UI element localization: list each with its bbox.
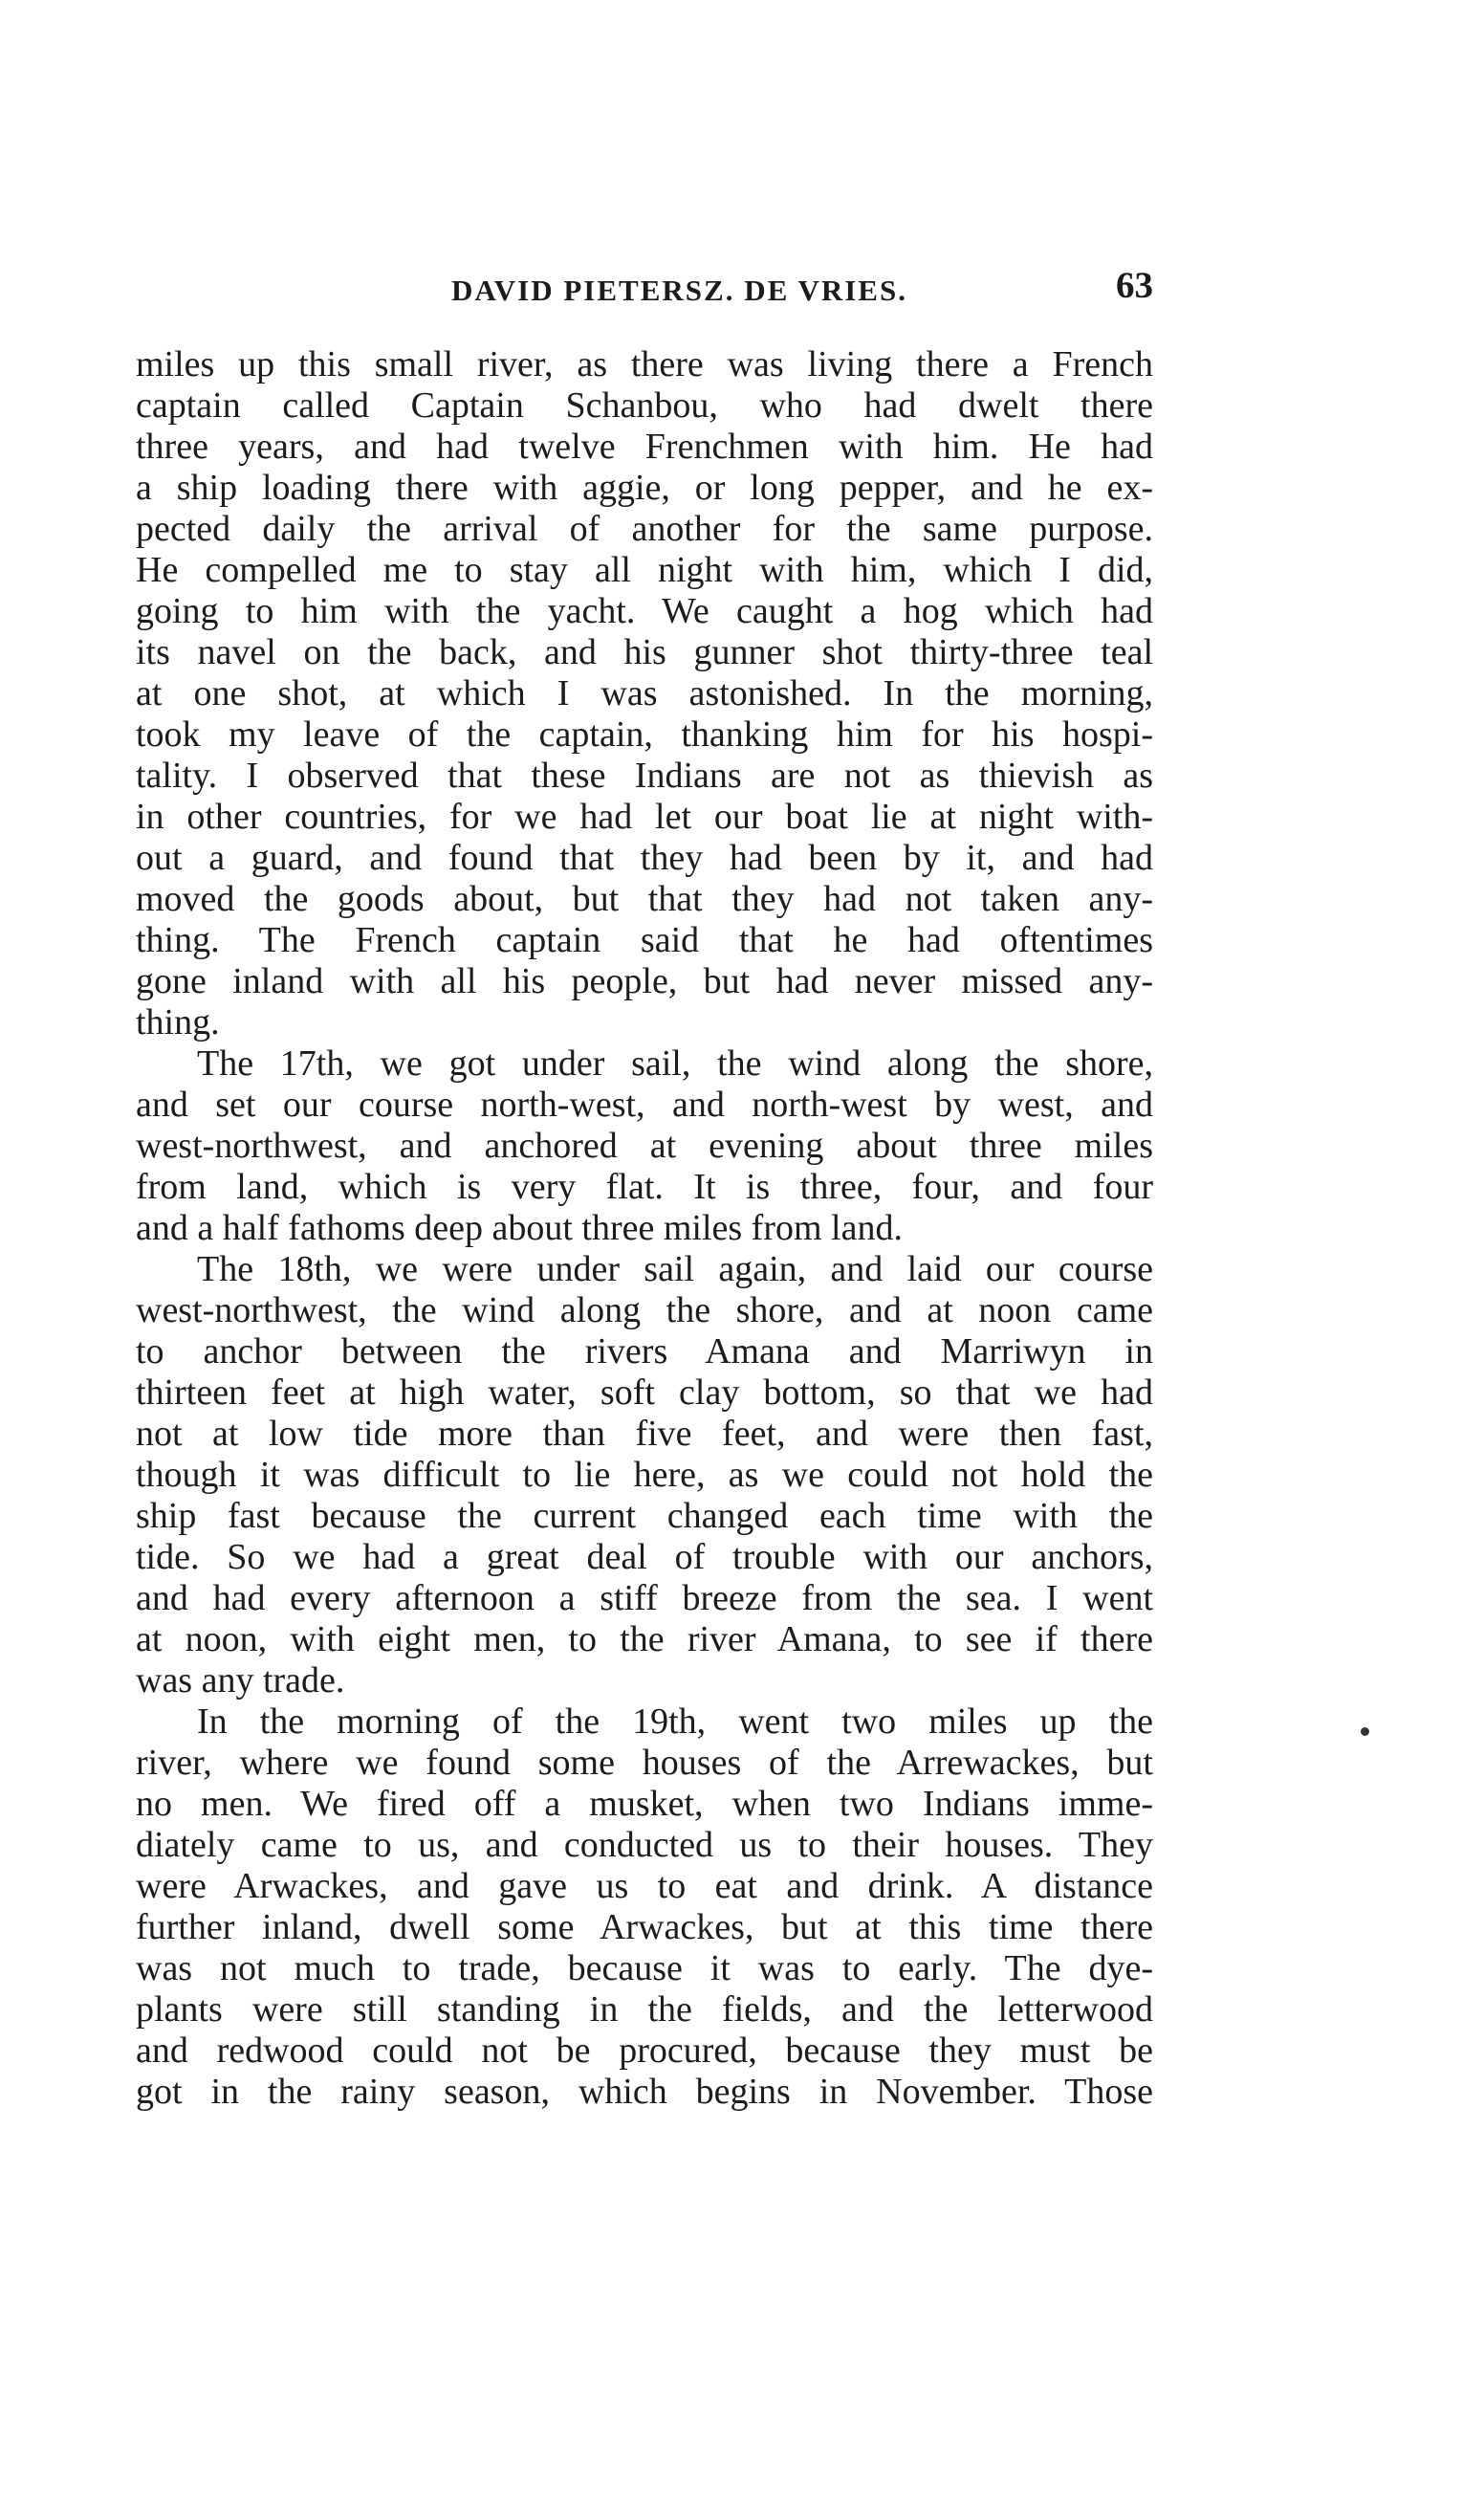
body-text xyxy=(136,344,1153,2113)
text-line: thing. xyxy=(136,1002,220,1042)
text-line: three years, and had twelve Frenchmen with him. He had xyxy=(136,427,1153,467)
text-line: west-northwest, and anchored at evening about three miles xyxy=(136,1126,1153,1166)
text-line: though it was difficult to lie here, as we could not hold the xyxy=(136,1455,1153,1495)
text-line: at noon, with eight men, to the river Amana, to see if there xyxy=(136,1619,1153,1659)
text-line: a ship loading there with aggie, or long pepper, and he ex- xyxy=(136,468,1153,508)
text-line: The 17th, we got under sail, the wind along the shore, xyxy=(197,1043,1153,1084)
text-line: thirteen feet at high water, soft clay bottom, so that we had xyxy=(136,1372,1153,1413)
ink-speck xyxy=(1361,1727,1369,1736)
text-line: in other countries, for we had let our boat lie at night with- xyxy=(136,797,1153,837)
text-line: out a guard, and found that they had been by it, and had xyxy=(136,838,1153,878)
text-line: In the morning of the 19th, went two miles up the xyxy=(197,1701,1153,1742)
text-line: tide. So we had a great deal of trouble with our anchors, xyxy=(136,1537,1153,1577)
running-head: DAVID PIETERSZ. DE VRIES. xyxy=(451,274,907,307)
text-line: He compelled me to stay all night with him, which I did, xyxy=(136,550,1153,590)
text-line: its navel on the back, and his gunner shot thirty-three teal xyxy=(136,632,1153,672)
text-line: no men. We fired off a musket, when two Indians imme- xyxy=(136,1784,1153,1824)
text-line: gone inland with all his people, but had never missed any- xyxy=(136,961,1153,1001)
text-line: and had every afternoon a stiff breeze from the sea. I went xyxy=(136,1578,1153,1618)
text-line: and set our course north-west, and north-west by west, and xyxy=(136,1085,1153,1125)
text-line: river, where we found some houses of the Arrewackes, but xyxy=(136,1743,1153,1783)
text-line: plants were still standing in the fields, and the letterwood xyxy=(136,1989,1153,2030)
text-line: thing. The French captain said that he had oftentimes xyxy=(136,920,1153,960)
text-line: to anchor between the rivers Amana and Marriwyn in xyxy=(136,1331,1153,1372)
text-line: west-northwest, the wind along the shore, and at noon came xyxy=(136,1290,1153,1330)
text-line: pected daily the arrival of another for the same purpose. xyxy=(136,509,1153,549)
text-line: not at low tide more than five feet, and were then fast, xyxy=(136,1414,1153,1454)
text-line: and redwood could not be procured, because they must be xyxy=(136,2030,1153,2071)
page-header xyxy=(136,264,1153,321)
text-line: from land, which is very flat. It is three, four, and four xyxy=(136,1167,1153,1207)
page-number: 63 xyxy=(1116,265,1153,306)
text-line: tality. I observed that these Indians are not as thievish as xyxy=(136,756,1153,796)
text-line: and a half fathoms deep about three miles from land. xyxy=(136,1208,903,1248)
text-line: took my leave of the captain, thanking him for his hospi- xyxy=(136,714,1153,755)
text-line: ship fast because the current changed each time with the xyxy=(136,1496,1153,1536)
text-line: at one shot, at which I was astonished. In the morning, xyxy=(136,673,1153,713)
text-line: were Arwackes, and gave us to eat and drink. A distance xyxy=(136,1866,1153,1906)
text-line: miles up this small river, as there was living there a French xyxy=(136,344,1153,384)
text-line: was any trade. xyxy=(136,1660,345,1701)
text-line: diately came to us, and conducted us to their houses. They xyxy=(136,1825,1153,1865)
text-line: got in the rainy season, which begins in November. Those xyxy=(136,2072,1153,2112)
text-line: going to him with the yacht. We caught a hog which had xyxy=(136,591,1153,631)
text-line: further inland, dwell some Arwackes, but at this time there xyxy=(136,1907,1153,1947)
text-line: captain called Captain Schanbou, who had dwelt there xyxy=(136,385,1153,426)
text-line: was not much to trade, because it was to early. The dye- xyxy=(136,1948,1153,1988)
text-line: The 18th, we were under sail again, and laid our course xyxy=(197,1249,1153,1289)
text-line: moved the goods about, but that they had not taken any- xyxy=(136,879,1153,919)
